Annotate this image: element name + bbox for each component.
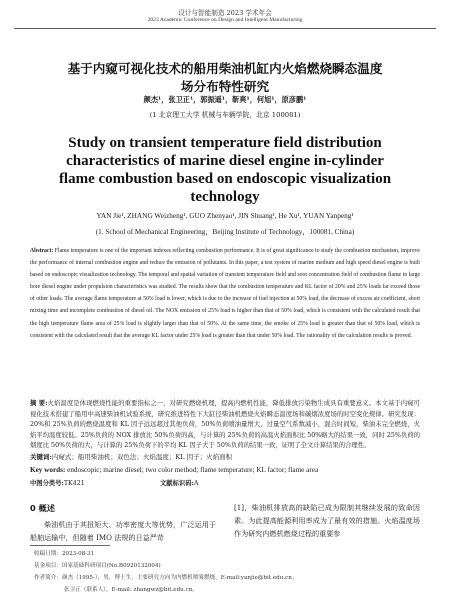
body-left-column: 柴油机由于其扭矩大、功率密度大等优势，广泛运用于船舶运输中，但随着 IMO 法规的日益严苛 (30, 520, 216, 542)
doc-code-label: 文献标识码: (160, 480, 194, 487)
affiliation-en: (1. School of Mechanical Engineering，Beijing Institute of Technology，100081, China) (95, 228, 355, 236)
conference-title-en: 2023 Academic Conference on Design and Intelligent Manufacturing (147, 17, 303, 23)
body-right-column: [1]，柴油机排放高的缺陷已成为限制其继续发展的致命因素。为此提高能源利用率成为了最有效的措施。火焰温度场作为研究内燃机燃烧过程的重要参 (234, 503, 420, 538)
title-cn-line1: 基于内窥可视化技术的船用柴油机缸内火焰燃烧瞬态温度 (67, 61, 383, 76)
clc-label: 中图分类号: (30, 480, 64, 487)
footnote-received: 收稿日期：2023-08-31 (34, 551, 95, 557)
abstract-cn (30, 399, 420, 452)
footnote-fund: 基金项目：国家基础科研项目(No.B0920132004) (34, 563, 161, 569)
keywords-cn-text: 内窥式；船用柴油机；双色法；火焰温度；KL 因子；火焰面积 (51, 453, 233, 461)
abstract-en-text: Flame temperature is one of the important indexes reflecting combustion performance. It is of great significance to study the combustion mechanism, improve the performance of internal combustion engine and reduce the emission of pollutants. In this paper, a test system of marine medium and high speed diesel engine is built based on endoscopic visualization technology. The temporal and spatial variation of transient temperature field and soot concentration field of combustion flame in large bore diesel engine under propulsion characteristics was studied. The results show that the combustion temperature and KL factor of 20% and 25% loads far exceed those of other loads. The average flame temperature at 50% load is lower, which is due to the increase of fuel injection at 50% load, the decrease of excess air coefficient, short mixing time and incomplete combustion of diesel oil. The NOX emission of 25% load is higher than that of 50% load, which is consistent with the calculated result that the high temperature flame area of 25% load is slightly larger than that of 50%. At the same time, the smoke of 25% load is greater than that of 50% load, which is consistent with the calculated result that the average KL factor under 25% load is greater than that under 50% load. The rationality of the calculation results is proved. (30, 248, 420, 339)
clc-value: TK421 (63, 480, 85, 487)
abstract-cn-text: 火焰温度是体现燃烧性能的重要指标之一，对研究燃烧机理，提高内燃机性能，降低排放污染物生成具有重要意义。本文基于内窥可视化技术搭建了船用中高速柴油机试验系统，研究推进特性下大缸径柴油机燃烧火焰瞬态温度场和碳烟浓度场的时空变化规律。研究发现：20%和 25%负荷的燃烧温度和 KL 因子远远超过其他负荷，50%负荷喷油量增大，过量空气系数减小，混合时间短，柴油未完全燃烧，火焰平均温度较低。25%负荷的 NOX 排放比 50%负荷的高，与计算的 25%负荷的高温火焰面积比 50%略大的结果一致，同时 25%负荷的烟度比 50%负荷的大，与计算的 25%负荷下的平均 KL 因子大于 50%负荷的结果一致，证明了全文计算结果的合理性。 (30, 400, 420, 450)
abstract-en (30, 245, 420, 342)
authors-en: YAN Jie¹, ZHANG Weizheng¹, GUO Zhenyao¹, JIN Shuang¹, He Xu¹, YUAN Yanpeng¹ (96, 211, 354, 220)
title-en-line1: Study on transient temperature field distribution (68, 135, 382, 151)
keywords-en-label: Key words: (30, 466, 66, 474)
keywords-en-text: endoscopic; marine diesel; two color method; flame temperature; KL factor; flame area (65, 466, 319, 474)
conference-title-cn: 设计与智能制造 2023 学术年会 (178, 9, 272, 17)
footnote-rule (30, 545, 110, 546)
title-en-line3: flame combustion based on endoscopic visualization (58, 171, 392, 187)
doc-code-value: A (193, 480, 199, 487)
title-cn-line2: 场分布特性研究 (180, 79, 270, 94)
affiliation-cn: (1 北京理工大学 机械与车辆学院，北京 100081) (149, 111, 301, 119)
classification-line (30, 478, 420, 487)
keywords-en (30, 466, 420, 474)
footnote-author-info: 作者简介：颜杰（1995-），男，博士生，主要研究方向为内燃机喷雾燃烧，E-mail:yanjie@bit.edu.cn； (34, 575, 298, 581)
authors-cn: 颜杰¹，张卫正¹，郭振遥¹，靳爽¹，何旭¹，原彦鹏¹ (143, 95, 307, 104)
keywords-cn (30, 452, 420, 461)
title-en-line2: characteristics of marine diesel engine in-cylinder (66, 153, 384, 169)
section-heading: 0 概述 (30, 503, 55, 513)
abstract-en-label: Abstract: (30, 248, 54, 254)
footnote-contact: 张卫正（联系人），E-mail: zhangwz@bit.edu.cn。 (64, 587, 198, 593)
header-rule (14, 28, 436, 29)
keywords-cn-label: 关键词: (30, 453, 52, 461)
title-en-line4: technology (190, 189, 260, 205)
abstract-cn-label: 摘 要: (30, 400, 48, 407)
